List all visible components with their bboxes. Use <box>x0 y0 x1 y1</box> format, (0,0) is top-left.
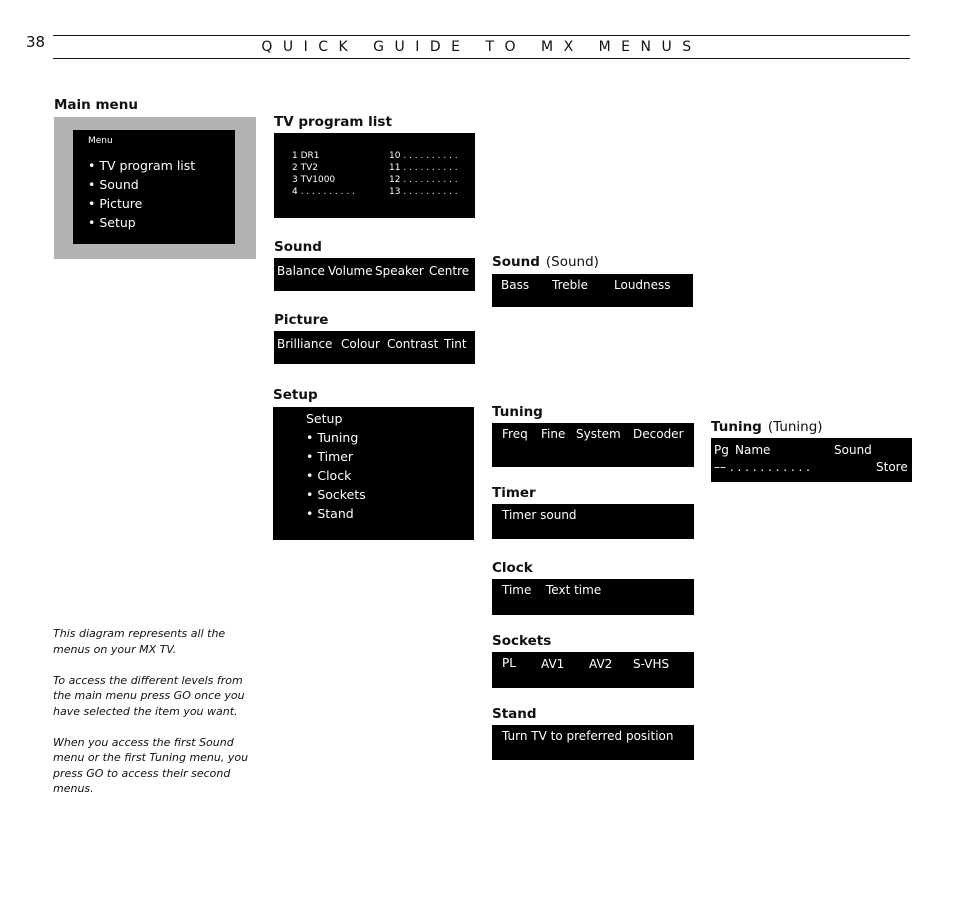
sound-option-loudness[interactable]: Loudness <box>614 278 671 292</box>
stand-screen <box>492 725 694 760</box>
setup-screen <box>273 407 474 540</box>
tv-program-list-right-column <box>389 150 458 198</box>
tuning-header-sound: Sound <box>834 443 872 457</box>
sound-option-speaker[interactable]: Speaker <box>375 264 424 278</box>
main-menu-item-tv-program-list[interactable]: • TV program list <box>88 158 196 173</box>
timer-option-timer-sound[interactable]: Timer sound <box>502 508 577 522</box>
program-entry[interactable]: 12 . . . . . . . . . . <box>389 175 458 185</box>
sockets-screen <box>492 652 694 688</box>
clock-option-time[interactable]: Time <box>502 583 532 597</box>
sound-label: Sound <box>274 239 322 255</box>
main-menu-item-setup[interactable]: • Setup <box>88 215 136 230</box>
tuning-submenu-screen <box>711 438 912 482</box>
sound-submenu-label <box>492 254 599 270</box>
timer-screen <box>492 504 694 539</box>
clock-screen <box>492 579 694 615</box>
page-number: 38 <box>26 33 46 51</box>
sound-submenu-screen <box>492 274 693 307</box>
program-entry[interactable]: 10 . . . . . . . . . . <box>389 151 458 161</box>
header-bottom-rule <box>53 58 910 59</box>
setup-item-sockets[interactable]: • Sockets <box>306 487 366 502</box>
program-entry[interactable]: 3 TV1000 <box>292 175 336 185</box>
picture-screen <box>274 331 475 364</box>
picture-option-colour[interactable]: Colour <box>341 337 380 351</box>
setup-label: Setup <box>273 387 318 403</box>
setup-item-timer[interactable]: • Timer <box>306 449 354 464</box>
main-menu-screen <box>73 130 235 244</box>
main-menu-item-sound[interactable]: • Sound <box>88 177 139 192</box>
program-entry[interactable]: 4 . . . . . . . . . . <box>292 187 355 197</box>
tuning-label: Tuning <box>492 404 543 420</box>
picture-option-brilliance[interactable]: Brilliance <box>277 337 333 351</box>
tuning-option-decoder[interactable]: Decoder <box>633 427 684 441</box>
main-menu-frame <box>54 117 256 259</box>
tuning-row-name-field[interactable]: –– . . . . . . . . . . . <box>714 460 810 474</box>
header-top-rule <box>53 35 910 36</box>
tuning-row-store[interactable]: Store <box>876 460 908 474</box>
tuning-screen <box>492 423 694 467</box>
stand-label: Stand <box>492 706 537 722</box>
tuning-submenu-parent: (Tuning) <box>767 419 823 435</box>
sockets-option-av1[interactable]: AV1 <box>541 657 565 671</box>
sound-option-treble[interactable]: Treble <box>552 278 588 292</box>
setup-item-tuning[interactable]: • Tuning <box>306 430 359 445</box>
diagram-notes <box>53 626 253 812</box>
picture-label: Picture <box>274 312 329 328</box>
tuning-option-system[interactable]: System <box>576 427 621 441</box>
setup-screen-title: Setup <box>306 411 343 426</box>
setup-item-stand[interactable]: • Stand <box>306 506 354 521</box>
tv-program-list-label: TV program list <box>274 114 392 130</box>
main-menu-label: Main menu <box>54 97 138 113</box>
main-menu-list <box>88 156 195 232</box>
tuning-option-freq[interactable]: Freq <box>502 427 528 441</box>
tv-program-list-screen <box>274 133 475 218</box>
tuning-header-name: Name <box>735 443 771 457</box>
program-entry[interactable]: 1 DR1 <box>292 151 320 161</box>
program-entry[interactable]: 13 . . . . . . . . . . <box>389 187 458 197</box>
sockets-option-s-vhs[interactable]: S-VHS <box>633 657 670 671</box>
sound-option-bass[interactable]: Bass <box>501 278 530 292</box>
tv-program-list-left-column <box>292 150 355 198</box>
main-menu-item-picture[interactable]: • Picture <box>88 196 143 211</box>
picture-option-tint[interactable]: Tint <box>444 337 467 351</box>
tuning-submenu-title: Tuning <box>711 419 762 435</box>
page-title: QUICK GUIDE TO MX MENUS <box>261 39 702 55</box>
timer-label: Timer <box>492 485 536 501</box>
sound-screen <box>274 258 475 291</box>
tuning-header-pg: Pg <box>714 443 729 457</box>
note-paragraph: When you access the first Sound menu or the first Tuning menu, you press GO to access their second menus. <box>53 735 249 795</box>
clock-option-text-time[interactable]: Text time <box>546 583 602 597</box>
sockets-label: Sockets <box>492 633 552 649</box>
stand-option-turn-tv[interactable]: Turn TV to preferred position <box>502 729 674 743</box>
main-menu-screen-title: Menu <box>88 136 113 146</box>
tuning-option-fine[interactable]: Fine <box>541 427 566 441</box>
note-paragraph: This diagram represents all the menus on your MX TV. <box>53 627 226 656</box>
sockets-option-pl[interactable]: PL <box>502 656 516 670</box>
picture-option-contrast[interactable]: Contrast <box>387 337 439 351</box>
sound-submenu-title: Sound <box>492 254 540 270</box>
setup-list <box>306 428 366 523</box>
program-entry[interactable]: 2 TV2 <box>292 163 318 173</box>
setup-item-clock[interactable]: • Clock <box>306 468 352 483</box>
sound-submenu-parent: (Sound) <box>545 254 599 270</box>
note-paragraph: To access the different levels from the main menu press GO once you have selected the item you want. <box>53 673 245 718</box>
sound-option-centre[interactable]: Centre <box>429 264 470 278</box>
sound-option-balance[interactable]: Balance <box>277 264 325 278</box>
tuning-submenu-label <box>711 419 823 435</box>
sound-option-volume[interactable]: Volume <box>328 264 373 278</box>
sockets-option-av2[interactable]: AV2 <box>589 657 613 671</box>
program-entry[interactable]: 11 . . . . . . . . . . <box>389 163 458 173</box>
clock-label: Clock <box>492 560 533 576</box>
